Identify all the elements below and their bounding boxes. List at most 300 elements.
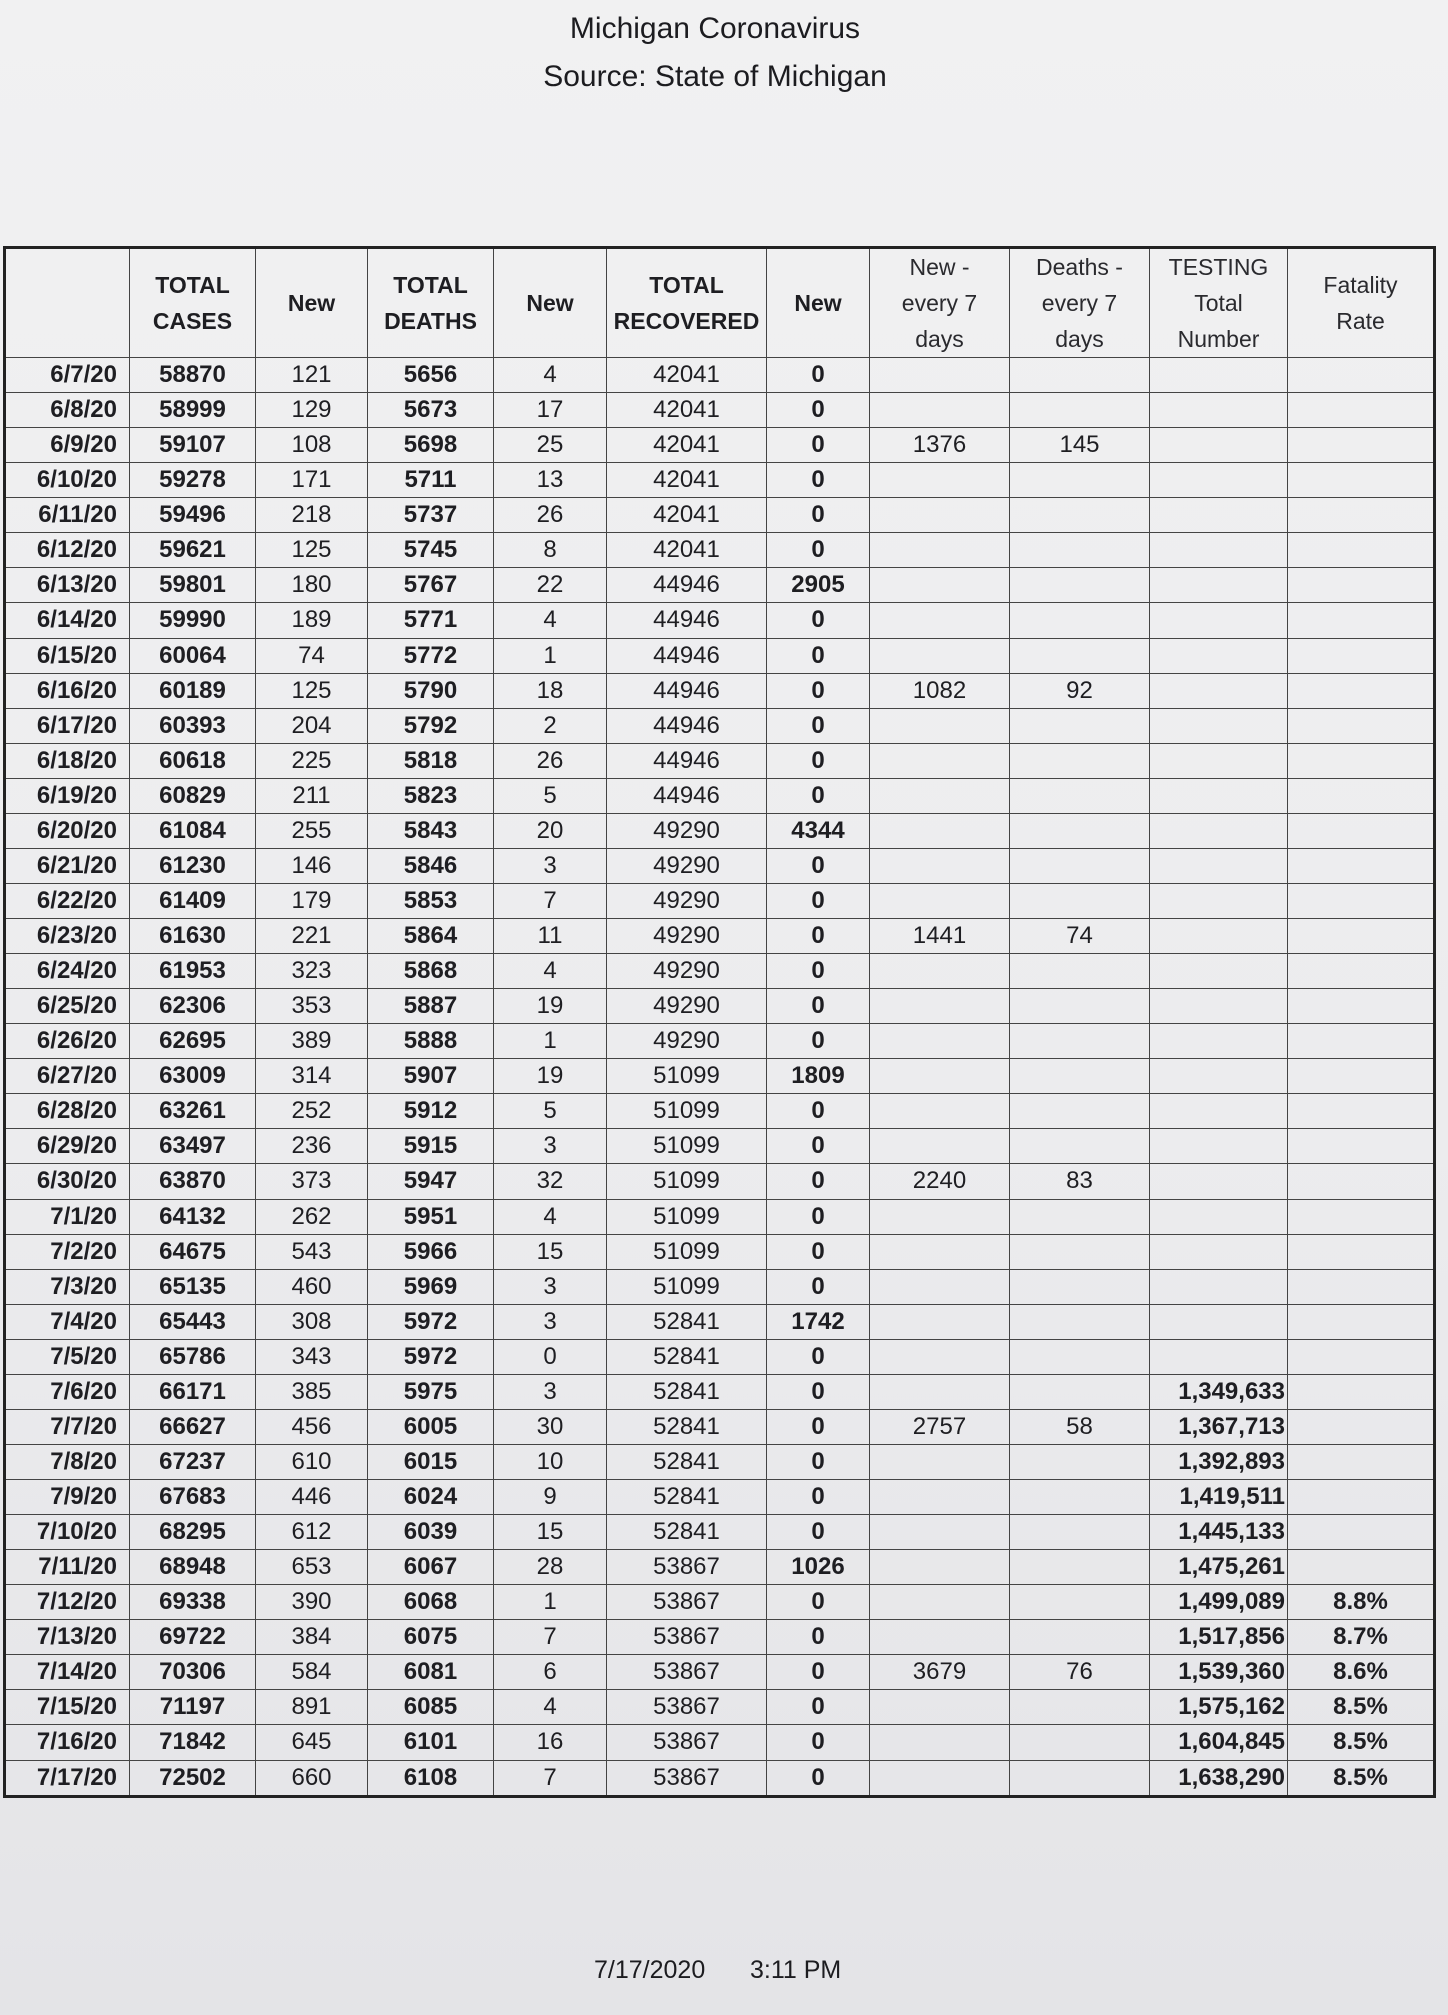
cell-fatality-rate — [1288, 1094, 1435, 1129]
cell-new-deaths: 28 — [494, 1550, 607, 1585]
cell-new-deaths: 4 — [494, 358, 607, 393]
cell-date: 7/16/20 — [5, 1725, 130, 1760]
cell-fatality-rate — [1288, 1374, 1435, 1409]
cell-testing-total — [1150, 883, 1288, 918]
cell-new-cases: 236 — [256, 1129, 368, 1164]
cell-fatality-rate — [1288, 673, 1435, 708]
cell-date: 6/28/20 — [5, 1094, 130, 1129]
cell-total-recovered: 44946 — [607, 638, 767, 673]
cell-total-deaths: 6039 — [368, 1515, 494, 1550]
table-row — [5, 533, 1435, 568]
table-row — [5, 1199, 1435, 1234]
cell-new-cases: 314 — [256, 1059, 368, 1094]
cell-total-deaths: 5818 — [368, 743, 494, 778]
cell-new-cases: 584 — [256, 1655, 368, 1690]
cell-date: 7/13/20 — [5, 1620, 130, 1655]
cell-fatality-rate — [1288, 743, 1435, 778]
cell-testing-total — [1150, 1024, 1288, 1059]
cell-new-cases: 460 — [256, 1269, 368, 1304]
cell-total-deaths: 5888 — [368, 1024, 494, 1059]
cell-date: 6/17/20 — [5, 708, 130, 743]
cell-new-every-7-days — [870, 708, 1010, 743]
cell-date: 6/24/20 — [5, 954, 130, 989]
cell-new-deaths: 7 — [494, 1760, 607, 1797]
cell-new-every-7-days — [870, 1444, 1010, 1479]
cell-new-recovered: 0 — [767, 1409, 870, 1444]
cell-total-cases: 65135 — [130, 1269, 256, 1304]
cell-new-recovered: 2905 — [767, 568, 870, 603]
cell-new-cases: 891 — [256, 1690, 368, 1725]
table-row — [5, 1444, 1435, 1479]
cell-testing-total — [1150, 603, 1288, 638]
cell-new-recovered: 0 — [767, 1199, 870, 1234]
table-row — [5, 883, 1435, 918]
cell-total-recovered: 42041 — [607, 533, 767, 568]
cell-total-cases: 60393 — [130, 708, 256, 743]
cell-new-recovered: 0 — [767, 1655, 870, 1690]
cell-total-recovered: 44946 — [607, 708, 767, 743]
cell-total-recovered: 53867 — [607, 1620, 767, 1655]
cell-deaths-every-7-days — [1010, 1269, 1150, 1304]
cell-total-recovered: 51099 — [607, 1199, 767, 1234]
cell-testing-total — [1150, 1059, 1288, 1094]
cell-new-every-7-days: 1376 — [870, 428, 1010, 463]
header-blank — [5, 248, 130, 358]
cell-total-cases: 59801 — [130, 568, 256, 603]
cell-fatality-rate — [1288, 393, 1435, 428]
cell-total-cases: 68295 — [130, 1515, 256, 1550]
cell-deaths-every-7-days — [1010, 393, 1150, 428]
cell-total-deaths: 5966 — [368, 1234, 494, 1269]
cell-total-recovered: 49290 — [607, 813, 767, 848]
cell-new-every-7-days — [870, 1690, 1010, 1725]
cell-deaths-every-7-days: 74 — [1010, 919, 1150, 954]
cell-total-deaths: 5790 — [368, 673, 494, 708]
cell-total-deaths: 5887 — [368, 989, 494, 1024]
cell-total-cases: 66171 — [130, 1374, 256, 1409]
cell-new-deaths: 25 — [494, 428, 607, 463]
cell-date: 6/16/20 — [5, 673, 130, 708]
cell-new-every-7-days — [870, 883, 1010, 918]
cell-deaths-every-7-days — [1010, 1515, 1150, 1550]
cell-total-cases: 60618 — [130, 743, 256, 778]
cell-new-deaths: 1 — [494, 638, 607, 673]
cell-date: 7/1/20 — [5, 1199, 130, 1234]
cell-testing-total — [1150, 919, 1288, 954]
cell-total-recovered: 53867 — [607, 1725, 767, 1760]
cell-new-deaths: 17 — [494, 393, 607, 428]
cell-new-recovered: 0 — [767, 393, 870, 428]
cell-date: 7/7/20 — [5, 1409, 130, 1444]
cell-new-recovered: 0 — [767, 1024, 870, 1059]
cell-fatality-rate — [1288, 1164, 1435, 1199]
cell-new-deaths: 19 — [494, 1059, 607, 1094]
cell-new-every-7-days — [870, 463, 1010, 498]
cell-new-cases: 171 — [256, 463, 368, 498]
cell-new-cases: 653 — [256, 1550, 368, 1585]
table-row — [5, 498, 1435, 533]
cell-total-cases: 64132 — [130, 1199, 256, 1234]
cell-new-every-7-days: 2757 — [870, 1409, 1010, 1444]
cell-testing-total: 1,539,360 — [1150, 1655, 1288, 1690]
table-row — [5, 813, 1435, 848]
table-row — [5, 919, 1435, 954]
cell-testing-total — [1150, 1269, 1288, 1304]
cell-date: 6/21/20 — [5, 848, 130, 883]
cell-new-deaths: 18 — [494, 673, 607, 708]
cell-new-deaths: 3 — [494, 848, 607, 883]
cell-total-recovered: 44946 — [607, 673, 767, 708]
cell-new-cases: 146 — [256, 848, 368, 883]
table-row — [5, 848, 1435, 883]
cell-total-recovered: 51099 — [607, 1129, 767, 1164]
cell-total-recovered: 49290 — [607, 883, 767, 918]
cell-deaths-every-7-days — [1010, 533, 1150, 568]
header-deaths-every-7-days: Deaths - every 7 days — [1010, 248, 1150, 358]
cell-new-recovered: 0 — [767, 358, 870, 393]
cell-total-recovered: 44946 — [607, 603, 767, 638]
cell-fatality-rate — [1288, 533, 1435, 568]
cell-new-every-7-days — [870, 848, 1010, 883]
cell-date: 6/18/20 — [5, 743, 130, 778]
cell-new-cases: 610 — [256, 1444, 368, 1479]
cell-new-cases: 373 — [256, 1164, 368, 1199]
cell-new-every-7-days — [870, 1129, 1010, 1164]
cell-new-deaths: 11 — [494, 919, 607, 954]
cell-total-recovered: 53867 — [607, 1690, 767, 1725]
cell-testing-total: 1,419,511 — [1150, 1480, 1288, 1515]
table-row — [5, 954, 1435, 989]
cell-new-recovered: 0 — [767, 1690, 870, 1725]
cell-new-deaths: 3 — [494, 1269, 607, 1304]
cell-total-recovered: 53867 — [607, 1550, 767, 1585]
cell-date: 6/11/20 — [5, 498, 130, 533]
cell-new-cases: 221 — [256, 919, 368, 954]
cell-fatality-rate: 8.7% — [1288, 1620, 1435, 1655]
cell-deaths-every-7-days — [1010, 1760, 1150, 1797]
cell-total-cases: 67237 — [130, 1444, 256, 1479]
cell-total-cases: 59621 — [130, 533, 256, 568]
cell-date: 6/15/20 — [5, 638, 130, 673]
cell-new-recovered: 0 — [767, 919, 870, 954]
cell-fatality-rate: 8.5% — [1288, 1690, 1435, 1725]
cell-total-recovered: 51099 — [607, 1059, 767, 1094]
table-row — [5, 673, 1435, 708]
cell-fatality-rate — [1288, 848, 1435, 883]
cell-testing-total: 1,499,089 — [1150, 1585, 1288, 1620]
cell-fatality-rate — [1288, 708, 1435, 743]
source-line: Source: State of Michigan — [543, 60, 887, 93]
cell-new-recovered: 0 — [767, 1480, 870, 1515]
cell-new-deaths: 1 — [494, 1024, 607, 1059]
cell-total-recovered: 44946 — [607, 778, 767, 813]
table-row — [5, 1129, 1435, 1164]
cell-new-recovered: 0 — [767, 1094, 870, 1129]
cell-deaths-every-7-days: 145 — [1010, 428, 1150, 463]
cell-total-recovered: 42041 — [607, 428, 767, 463]
cell-deaths-every-7-days: 76 — [1010, 1655, 1150, 1690]
cell-new-every-7-days — [870, 1515, 1010, 1550]
cell-new-deaths: 15 — [494, 1234, 607, 1269]
cell-deaths-every-7-days — [1010, 989, 1150, 1024]
cell-new-recovered: 0 — [767, 1374, 870, 1409]
cell-new-deaths: 26 — [494, 498, 607, 533]
cell-testing-total — [1150, 848, 1288, 883]
header-total-cases: TOTAL CASES — [130, 248, 256, 358]
cell-new-cases: 645 — [256, 1725, 368, 1760]
cell-new-every-7-days — [870, 1234, 1010, 1269]
cell-testing-total — [1150, 1164, 1288, 1199]
cell-total-cases: 59496 — [130, 498, 256, 533]
cell-total-cases: 60064 — [130, 638, 256, 673]
cell-fatality-rate — [1288, 1444, 1435, 1479]
cell-new-every-7-days — [870, 1024, 1010, 1059]
cell-new-cases: 125 — [256, 533, 368, 568]
header-new-deaths: New — [494, 248, 607, 358]
cell-new-recovered: 0 — [767, 1269, 870, 1304]
cell-new-cases: 255 — [256, 813, 368, 848]
cell-total-deaths: 5737 — [368, 498, 494, 533]
cell-deaths-every-7-days — [1010, 1129, 1150, 1164]
cell-new-every-7-days — [870, 1760, 1010, 1797]
cell-testing-total: 1,604,845 — [1150, 1725, 1288, 1760]
cell-fatality-rate — [1288, 638, 1435, 673]
cell-new-every-7-days — [870, 1620, 1010, 1655]
cell-total-deaths: 5846 — [368, 848, 494, 883]
cell-new-cases: 390 — [256, 1585, 368, 1620]
table-row — [5, 1585, 1435, 1620]
cell-new-deaths: 3 — [494, 1304, 607, 1339]
cell-total-cases: 62306 — [130, 989, 256, 1024]
cell-total-deaths: 5972 — [368, 1339, 494, 1374]
cell-new-deaths: 1 — [494, 1585, 607, 1620]
cell-fatality-rate — [1288, 1480, 1435, 1515]
cell-deaths-every-7-days — [1010, 603, 1150, 638]
cell-new-recovered: 0 — [767, 603, 870, 638]
cell-deaths-every-7-days — [1010, 358, 1150, 393]
table-row — [5, 393, 1435, 428]
cell-total-cases: 67683 — [130, 1480, 256, 1515]
table-row — [5, 1269, 1435, 1304]
cell-testing-total — [1150, 1199, 1288, 1234]
cell-new-cases: 456 — [256, 1409, 368, 1444]
cell-date: 6/30/20 — [5, 1164, 130, 1199]
table-row — [5, 778, 1435, 813]
cell-total-cases: 59107 — [130, 428, 256, 463]
cell-total-cases: 60829 — [130, 778, 256, 813]
cell-fatality-rate — [1288, 1059, 1435, 1094]
cell-new-recovered: 0 — [767, 1339, 870, 1374]
cell-testing-total — [1150, 358, 1288, 393]
cell-new-deaths: 9 — [494, 1480, 607, 1515]
cell-new-every-7-days — [870, 954, 1010, 989]
cell-total-deaths: 5823 — [368, 778, 494, 813]
cell-new-deaths: 4 — [494, 954, 607, 989]
cell-deaths-every-7-days — [1010, 954, 1150, 989]
cell-total-cases: 63009 — [130, 1059, 256, 1094]
cell-new-cases: 218 — [256, 498, 368, 533]
cell-deaths-every-7-days — [1010, 1024, 1150, 1059]
cell-deaths-every-7-days: 83 — [1010, 1164, 1150, 1199]
cell-new-deaths: 4 — [494, 1199, 607, 1234]
cell-new-cases: 74 — [256, 638, 368, 673]
cell-fatality-rate — [1288, 1199, 1435, 1234]
table-row — [5, 1515, 1435, 1550]
cell-fatality-rate — [1288, 568, 1435, 603]
cell-date: 7/3/20 — [5, 1269, 130, 1304]
cell-total-deaths: 5698 — [368, 428, 494, 463]
cell-testing-total — [1150, 1234, 1288, 1269]
cell-deaths-every-7-days — [1010, 1234, 1150, 1269]
cell-fatality-rate: 8.8% — [1288, 1585, 1435, 1620]
cell-total-deaths: 5975 — [368, 1374, 494, 1409]
cell-date: 6/25/20 — [5, 989, 130, 1024]
cell-new-recovered: 1026 — [767, 1550, 870, 1585]
cell-new-deaths: 20 — [494, 813, 607, 848]
cell-total-cases: 65443 — [130, 1304, 256, 1339]
cell-fatality-rate — [1288, 498, 1435, 533]
cell-new-recovered: 0 — [767, 498, 870, 533]
cell-new-recovered: 0 — [767, 1760, 870, 1797]
header-fatality-rate: Fatality Rate — [1288, 248, 1435, 358]
cell-fatality-rate — [1288, 603, 1435, 638]
cell-total-cases: 61084 — [130, 813, 256, 848]
cell-fatality-rate — [1288, 1234, 1435, 1269]
header-new-every-7-days: New - every 7 days — [870, 248, 1010, 358]
cell-total-recovered: 44946 — [607, 743, 767, 778]
cell-new-every-7-days — [870, 1269, 1010, 1304]
table-row — [5, 1024, 1435, 1059]
cell-total-cases: 61630 — [130, 919, 256, 954]
cell-new-every-7-days — [870, 1480, 1010, 1515]
cell-date: 6/19/20 — [5, 778, 130, 813]
cell-new-deaths: 4 — [494, 1690, 607, 1725]
cell-new-deaths: 0 — [494, 1339, 607, 1374]
cell-testing-total — [1150, 1129, 1288, 1164]
cell-deaths-every-7-days: 92 — [1010, 673, 1150, 708]
cell-fatality-rate — [1288, 1269, 1435, 1304]
cell-new-recovered: 0 — [767, 533, 870, 568]
cell-new-every-7-days — [870, 1374, 1010, 1409]
cell-new-cases: 543 — [256, 1234, 368, 1269]
cell-deaths-every-7-days — [1010, 1620, 1150, 1655]
table-body — [5, 358, 1435, 1797]
cell-testing-total — [1150, 638, 1288, 673]
cell-deaths-every-7-days — [1010, 1199, 1150, 1234]
cell-total-recovered: 53867 — [607, 1655, 767, 1690]
cell-total-recovered: 52841 — [607, 1444, 767, 1479]
cell-testing-total — [1150, 428, 1288, 463]
covid-data-table — [3, 246, 1436, 1798]
cell-new-cases: 204 — [256, 708, 368, 743]
cell-testing-total: 1,638,290 — [1150, 1760, 1288, 1797]
header-total-recovered: TOTAL RECOVERED — [607, 248, 767, 358]
header-new-recovered: New — [767, 248, 870, 358]
cell-new-cases: 389 — [256, 1024, 368, 1059]
cell-total-deaths: 6081 — [368, 1655, 494, 1690]
cell-testing-total: 1,517,856 — [1150, 1620, 1288, 1655]
table-row — [5, 1234, 1435, 1269]
cell-total-deaths: 5673 — [368, 393, 494, 428]
cell-total-cases: 58870 — [130, 358, 256, 393]
cell-new-deaths: 4 — [494, 603, 607, 638]
cell-fatality-rate: 8.6% — [1288, 1655, 1435, 1690]
cell-new-deaths: 16 — [494, 1725, 607, 1760]
cell-new-every-7-days — [870, 1199, 1010, 1234]
cell-new-recovered: 0 — [767, 954, 870, 989]
cell-total-cases: 59278 — [130, 463, 256, 498]
cell-testing-total: 1,392,893 — [1150, 1444, 1288, 1479]
cell-total-cases: 68948 — [130, 1550, 256, 1585]
cell-total-recovered: 42041 — [607, 358, 767, 393]
table-row — [5, 568, 1435, 603]
cell-date: 7/14/20 — [5, 1655, 130, 1690]
cell-deaths-every-7-days — [1010, 1339, 1150, 1374]
cell-testing-total: 1,367,713 — [1150, 1409, 1288, 1444]
cell-new-every-7-days: 3679 — [870, 1655, 1010, 1690]
table-row — [5, 1304, 1435, 1339]
cell-fatality-rate — [1288, 778, 1435, 813]
cell-date: 6/27/20 — [5, 1059, 130, 1094]
cell-new-cases: 108 — [256, 428, 368, 463]
cell-total-deaths: 6085 — [368, 1690, 494, 1725]
cell-deaths-every-7-days — [1010, 848, 1150, 883]
table-row — [5, 708, 1435, 743]
cell-new-every-7-days: 1082 — [870, 673, 1010, 708]
cell-total-recovered: 49290 — [607, 848, 767, 883]
cell-date: 7/17/20 — [5, 1760, 130, 1797]
cell-fatality-rate — [1288, 428, 1435, 463]
cell-total-deaths: 5656 — [368, 358, 494, 393]
cell-testing-total — [1150, 1304, 1288, 1339]
cell-fatality-rate — [1288, 989, 1435, 1024]
table-row — [5, 1480, 1435, 1515]
cell-new-deaths: 15 — [494, 1515, 607, 1550]
cell-total-deaths: 6075 — [368, 1620, 494, 1655]
cell-deaths-every-7-days — [1010, 778, 1150, 813]
cell-deaths-every-7-days — [1010, 463, 1150, 498]
cell-new-deaths: 7 — [494, 1620, 607, 1655]
cell-new-cases: 385 — [256, 1374, 368, 1409]
cell-total-deaths: 5969 — [368, 1269, 494, 1304]
cell-date: 6/8/20 — [5, 393, 130, 428]
table-row — [5, 1094, 1435, 1129]
table-row — [5, 463, 1435, 498]
cell-total-cases: 63261 — [130, 1094, 256, 1129]
cell-deaths-every-7-days — [1010, 743, 1150, 778]
cell-fatality-rate — [1288, 954, 1435, 989]
cell-total-cases: 63497 — [130, 1129, 256, 1164]
cell-new-cases: 225 — [256, 743, 368, 778]
cell-new-deaths: 7 — [494, 883, 607, 918]
cell-total-deaths: 6108 — [368, 1760, 494, 1797]
cell-testing-total: 1,445,133 — [1150, 1515, 1288, 1550]
cell-total-recovered: 51099 — [607, 1164, 767, 1199]
cell-total-deaths: 5772 — [368, 638, 494, 673]
cell-new-recovered: 0 — [767, 778, 870, 813]
cell-new-deaths: 32 — [494, 1164, 607, 1199]
cell-total-cases: 71197 — [130, 1690, 256, 1725]
cell-new-every-7-days — [870, 358, 1010, 393]
cell-fatality-rate — [1288, 358, 1435, 393]
header-new-cases: New — [256, 248, 368, 358]
cell-new-deaths: 19 — [494, 989, 607, 1024]
cell-new-recovered: 4344 — [767, 813, 870, 848]
cell-fatality-rate: 8.5% — [1288, 1725, 1435, 1760]
cell-deaths-every-7-days — [1010, 1304, 1150, 1339]
cell-new-recovered: 0 — [767, 463, 870, 498]
cell-new-deaths: 5 — [494, 1094, 607, 1129]
